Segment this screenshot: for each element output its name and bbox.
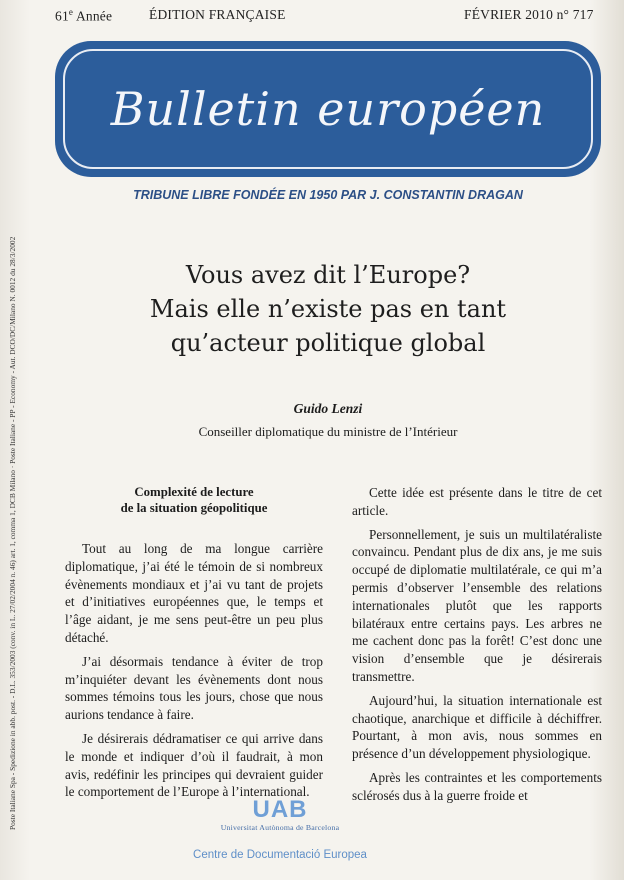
masthead-banner <box>55 41 601 177</box>
issue-label: FÉVRIER 2010 n° 717 <box>464 7 594 22</box>
masthead-frame <box>63 49 593 169</box>
postal-sidebar <box>8 190 22 830</box>
subhead-line: de la situation géopolitique <box>120 501 268 515</box>
edition-label: ÉDITION FRANÇAISE <box>149 7 286 22</box>
documentation-centre: Centre de Documentació Europea <box>193 849 367 861</box>
paragraph: Aujourd’hui, la situation internationale est chaotique, anarchique et difficile à déchiffrer. Pourtant, à mon avis, nous sommes en présence d’un développement physiologique. <box>352 692 602 762</box>
section-subhead <box>65 484 323 516</box>
title-line: Vous avez dit l’Europe? <box>185 261 471 289</box>
tagline: TRIBUNE LIBRE FONDÉE EN 1950 PAR J. CONSTANTIN DRAGAN <box>133 188 523 202</box>
author-role: Conseiller diplomatique du ministre de l’Intérieur <box>198 424 458 439</box>
title-line: Mais elle n’existe pas en tant <box>149 295 507 323</box>
year-label: 61e Année <box>55 7 113 24</box>
uab-logo: UAB <box>252 796 308 823</box>
paragraph: Après les contraintes et les comportements sclérosés dus à la guerre froide et <box>352 769 602 803</box>
paragraph: J’ai désormais tendance à éviter de trop m’inquiéter devant les évènements dont nous sommes témoins tous les jours, chose que nous aurions tendance à faire. <box>65 653 323 723</box>
article-column-right <box>352 484 602 811</box>
article-title <box>55 258 601 360</box>
paragraph: Personnellement, je suis un multilatéraliste convaincu. Pendant plus de dix ans, je me suis occupé de diplomatie multilatérale, ce qui m’a permis d’observer l’ensemble des relations internationales plutôt que les rapports bilatéraux entre certains pays. Les arbres ne me cachent donc pas la forêt! C’est donc une vision d’ensemble que je désirerais transmettre. <box>352 526 602 684</box>
paragraph: Tout au long de ma longue carrière diplomatique, j’ai été le témoin de si nombreux évènements mondiaux et j’ai vu tant de projets et d’initiatives européennes que, le temps et l’âge aidant, je me sens peut-être un peu plus détaché. <box>65 541 323 645</box>
university-name: Universitat Autònoma de Barcelona <box>220 823 340 832</box>
article-column-left <box>65 484 323 807</box>
author-name: Guido Lenzi <box>293 401 363 416</box>
title-line: qu’acteur politique global <box>170 329 486 357</box>
subhead-line: Complexité de lecture <box>134 485 254 499</box>
masthead-title: Bulletin européen <box>110 82 546 136</box>
paragraph: Je désirerais dédramatiser ce qui arrive dans le monde et indiquer d’où il faudrait, à mon avis, redéfinir les principes qui devraient guider le comportement de l’Europe à l’international. <box>65 730 323 800</box>
paragraph: Cette idée est présente dans le titre de cet article. <box>352 485 602 518</box>
postal-info: Poste Italiane Spa - Spedizione in abb. post. - D.L. 353/2003 (conv. in L. 27/02/2004 n. 46) art. 1, comma 1, DCB Milano · Poste Italiane - PP - Economy - Aut. DCO/DC/Milano N. 0012 du 28/3/2002 <box>8 236 17 830</box>
